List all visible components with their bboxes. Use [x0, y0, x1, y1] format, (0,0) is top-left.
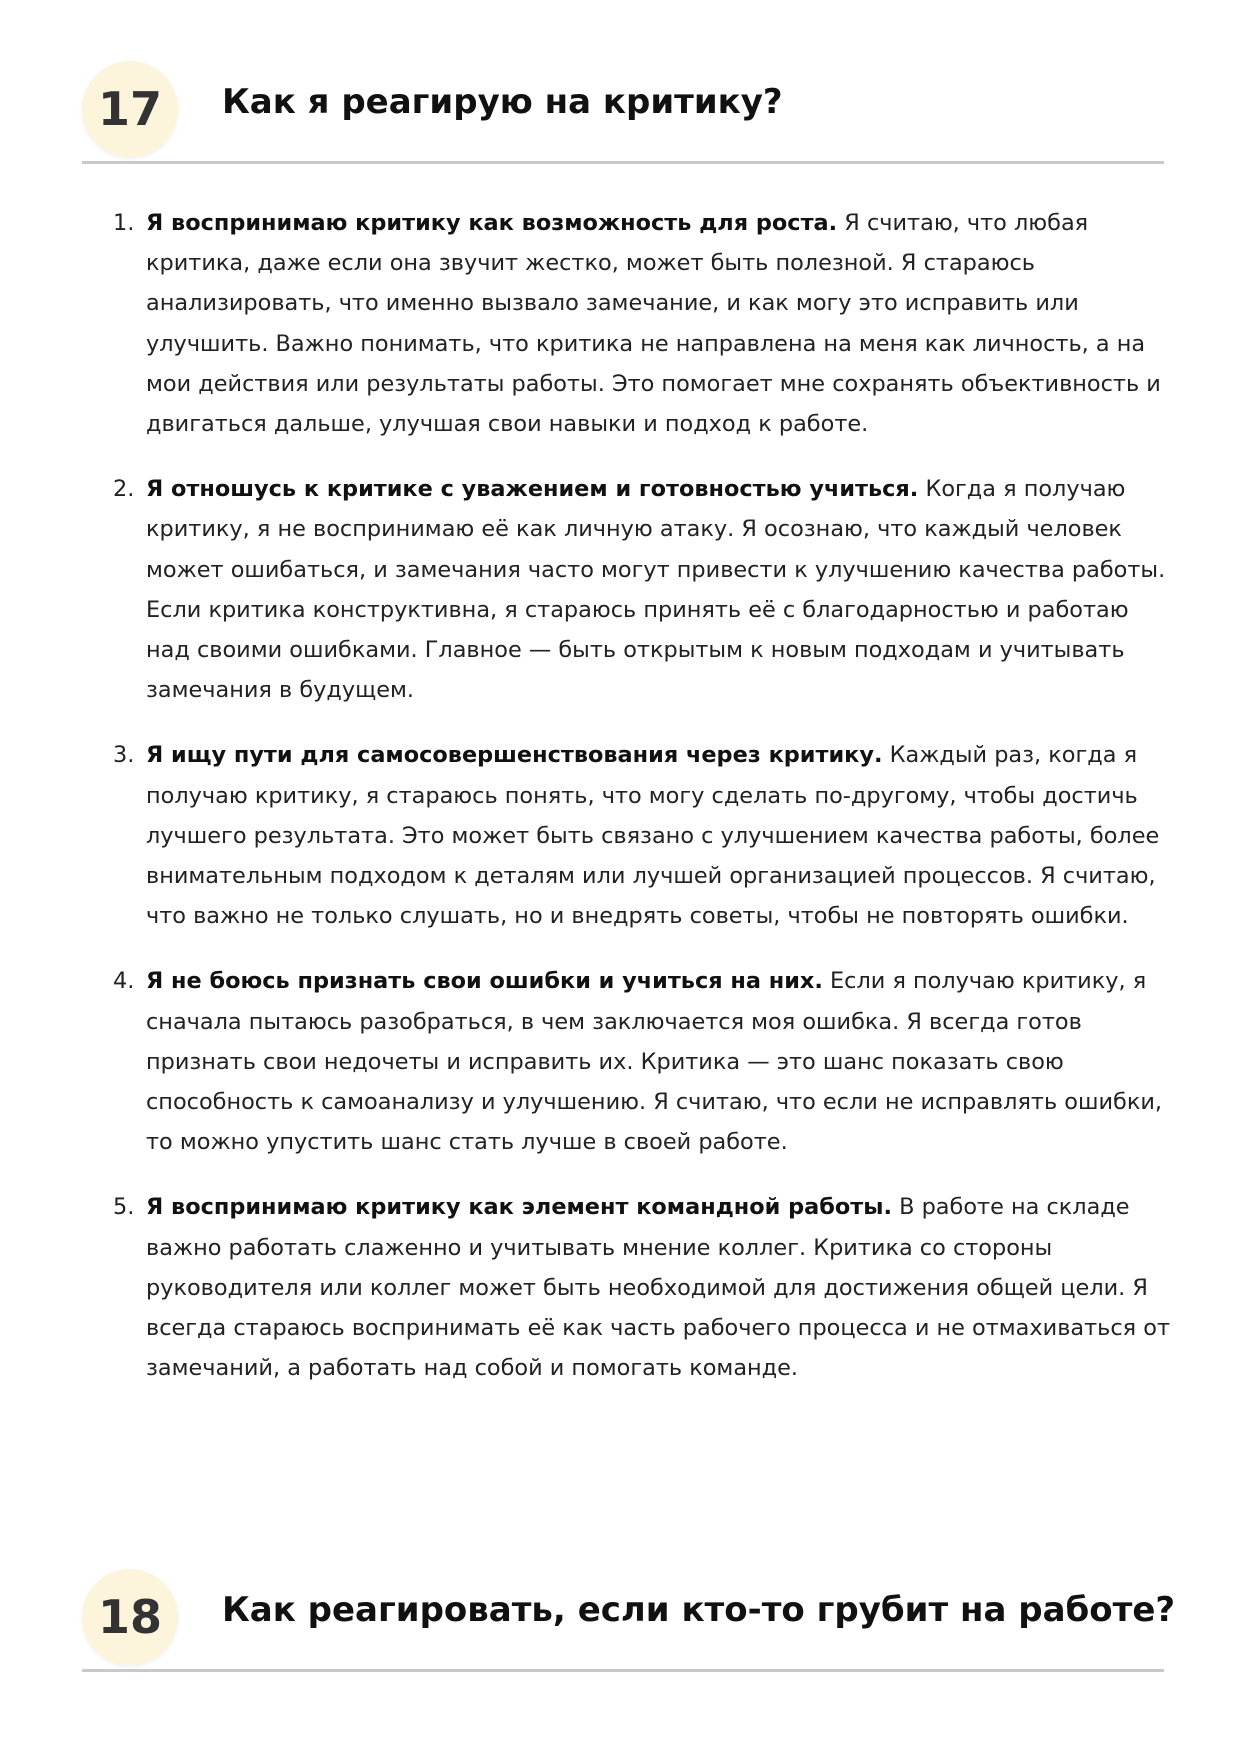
answer-number: 1. [113, 210, 135, 236]
question-header-17 [82, 55, 1164, 164]
question-number-badge: 18 [82, 1569, 178, 1665]
answer-item [113, 1187, 1173, 1388]
question-number-badge: 17 [82, 61, 178, 157]
answer-text: Я считаю, что любая критика, даже если она звучит жестко, может быть полезной. Я стараюсь анализировать, что именно вызвало замечание, и как могу это исправить или улучшить. Важно понимать, что критика не направлена на меня как личность, а на мои действия или результаты работы. Это помогает мне сохранять объективность и двигаться дальше, улучшая свои навыки и подход к работе. [146, 210, 1161, 438]
question-title: Как реагировать, если кто-то грубит на работе? [222, 1590, 1176, 1630]
answer-item [113, 203, 1173, 444]
answer-text: Если я получаю критику, я сначала пытаюсь разобраться, в чем заключается моя ошибка. Я всегда готов признать свои недочеты и исправить их. Критика — это шанс показать свою способность к самоанализу и улучшению. Я считаю, что если не исправлять ошибки, то можно упустить шанс стать лучше в своей работе. [146, 968, 1163, 1156]
answer-text: Когда я получаю критику, я не воспринимаю её как личную атаку. Я осознаю, что каждый человек может ошибаться, и замечания часто могут привести к улучшению качества работы. Если критика конструктивна, я стараюсь принять её с благодарностью и работаю над своими ошибками. Главное — быть открытым к новым подходам и учитывать замечания в будущем. [146, 476, 1166, 704]
answer-number: 3. [113, 742, 135, 769]
answer-text: Каждый раз, когда я получаю критику, я стараюсь понять, что могу сделать по-другому, чтобы достичь лучшего результата. Это может быть связано с улучшением качества работы, более внимательным подходом к деталям или лучшей организацией процессов. Я считаю, что важно не только слушать, но и внедрять советы, чтобы не повторять ошибки. [146, 742, 1160, 930]
answer-list [113, 203, 1173, 1413]
question-title: Как я реагирую на критику? [222, 82, 783, 122]
answer-lead: Я отношусь к критике с уважением и готовностью учиться. [146, 476, 919, 503]
answer-item [113, 469, 1173, 710]
answer-text: В работе на складе важно работать слаженно и учитывать мнение коллег. Критика со стороны руководителя или коллег может быть необходимой для достижения общей цели. Я всегда стараюсь воспринимать её как часть рабочего процесса и не отмахиваться от замечаний, а работать над собой и помогать команде. [146, 1194, 1170, 1382]
answer-number: 5. [113, 1194, 135, 1221]
answer-lead: Я воспринимаю критику как возможность для роста. [146, 210, 838, 236]
question-header-18 [82, 1563, 1176, 1672]
answer-lead: Я воспринимаю критику как элемент командной работы. [146, 1194, 892, 1221]
answer-item [113, 735, 1173, 936]
answer-lead: Я не боюсь признать свои ошибки и учиться на них. [146, 968, 823, 995]
answer-number: 2. [113, 476, 135, 503]
answer-lead: Я ищу пути для самосовершенствования через критику. [146, 742, 883, 769]
answer-item [113, 961, 1173, 1162]
answer-number: 4. [113, 968, 135, 995]
